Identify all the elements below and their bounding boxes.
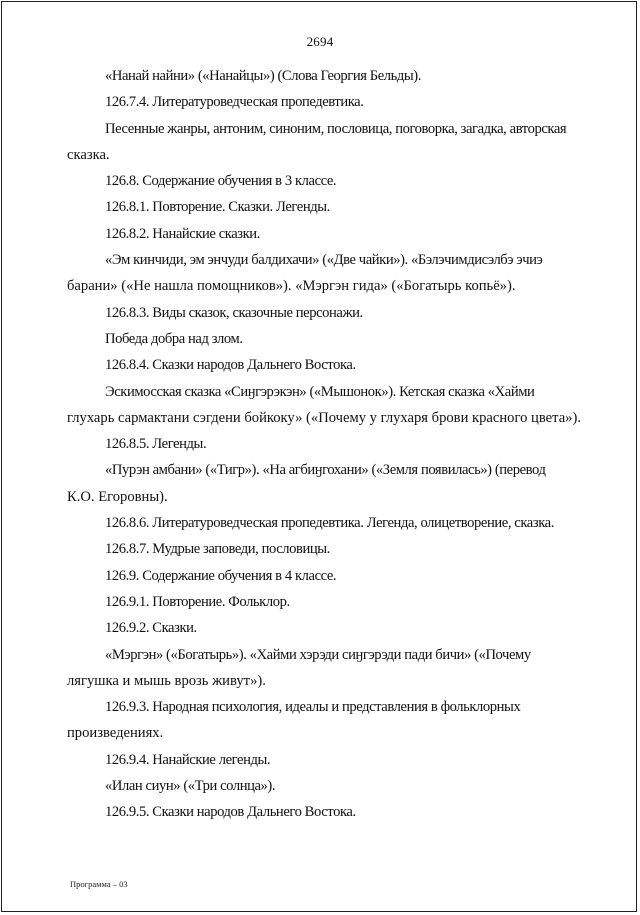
text-line: К.О. Егоровны). [67, 488, 168, 505]
section-heading [67, 799, 609, 825]
section-heading [67, 431, 609, 457]
text-line: 126.8. Содержание обучения в 3 классе. [105, 173, 337, 190]
section-heading [67, 300, 609, 326]
text-line: Эскимосская сказка «Сиӈгэрэкэн» («Мышонок»). Кетская сказка «Хайми [105, 383, 535, 400]
text-line: глухарь сармактани сэгдени бойкоку» («Почему у глухаря брови красного цвета»). [67, 409, 581, 426]
text-line: барани» («Не нашла помощников»). «Мэргэн гида» («Богатырь копьё»). [67, 278, 516, 295]
text-line: 126.9.2. Сказки. [105, 620, 197, 637]
section-heading [67, 89, 609, 115]
text-line: «Илан сиун» («Три солнца»). [105, 778, 276, 795]
section-heading [67, 747, 609, 773]
text-line: 126.8.6. Литературоведческая пропедевтика. Легенда, олицетворение, сказка. [105, 515, 554, 532]
section-heading [67, 536, 609, 562]
section-heading [67, 589, 609, 615]
section-heading [67, 194, 609, 220]
text-line: «Пурэн амбани» («Тигр»). «На агбиӈгохани» («Земля появилась») (перевод [105, 462, 546, 479]
text-line: 126.9.5. Сказки народов Дальнего Востока. [105, 804, 356, 821]
paragraph [67, 773, 609, 799]
paragraph [67, 63, 609, 89]
paragraph [67, 247, 609, 300]
paragraph [67, 326, 609, 352]
section-heading [67, 221, 609, 247]
paragraph [67, 379, 609, 432]
text-line-justified [67, 116, 609, 142]
paragraph [67, 457, 609, 510]
footer-label: Программа – 03 [70, 879, 128, 889]
text-line: 126.8.2. Нанайские сказки. [105, 225, 260, 242]
text-line: 126.9.1. Повторение. Фольклор. [105, 593, 290, 610]
text-line: 126.9.4. Нанайские легенды. [105, 751, 271, 768]
text-line: 126.8.1. Повторение. Сказки. Легенды. [105, 199, 330, 216]
section-heading [67, 168, 609, 194]
text-line: Победа добра над злом. [105, 330, 243, 347]
text-line: 126.8.5. Легенды. [105, 436, 207, 453]
section-heading [67, 352, 609, 378]
section-heading [67, 510, 609, 536]
text-line: 126.8.4. Сказки народов Дальнего Востока. [105, 357, 356, 374]
section-heading [67, 694, 609, 747]
text-line: 126.9. Содержание обучения в 4 классе. [105, 567, 337, 584]
text-line: 126.9.3. Народная психология, идеалы и представления в фольклорных [105, 699, 521, 716]
text-line: сказка. [67, 146, 110, 163]
text-line: «Эм кинчиди, эм энчуди балдихачи» («Две чайки»). «Бэлэчимдисэлбэ эчиэ [105, 252, 543, 269]
text-line: 126.8.7. Мудрые заповеди, пословицы. [105, 541, 330, 558]
document-body [67, 63, 609, 826]
text-line: Песенные жанры, антоним, синоним, пословица, поговорка, загадка, авторская [105, 120, 567, 137]
paragraph [67, 116, 609, 169]
text-line: произведениях. [67, 725, 164, 742]
text-line: «Мэргэн» («Богатырь»). «Хайми хэрэди сиӈгэрэди пади бичи» («Почему [105, 646, 531, 663]
text-line: 126.7.4. Литературоведческая пропедевтика. [105, 94, 364, 111]
section-heading [67, 563, 609, 589]
text-line: «Нанай найни» («Нанайцы») (Слова Георгия Бельды). [105, 68, 421, 84]
text-line: лягушка и мышь врозь живут»). [67, 672, 266, 689]
paragraph [67, 642, 609, 695]
text-line: 126.8.3. Виды сказок, сказочные персонажи. [105, 304, 363, 321]
section-heading [67, 615, 609, 641]
page-number: 2694 [306, 34, 334, 49]
